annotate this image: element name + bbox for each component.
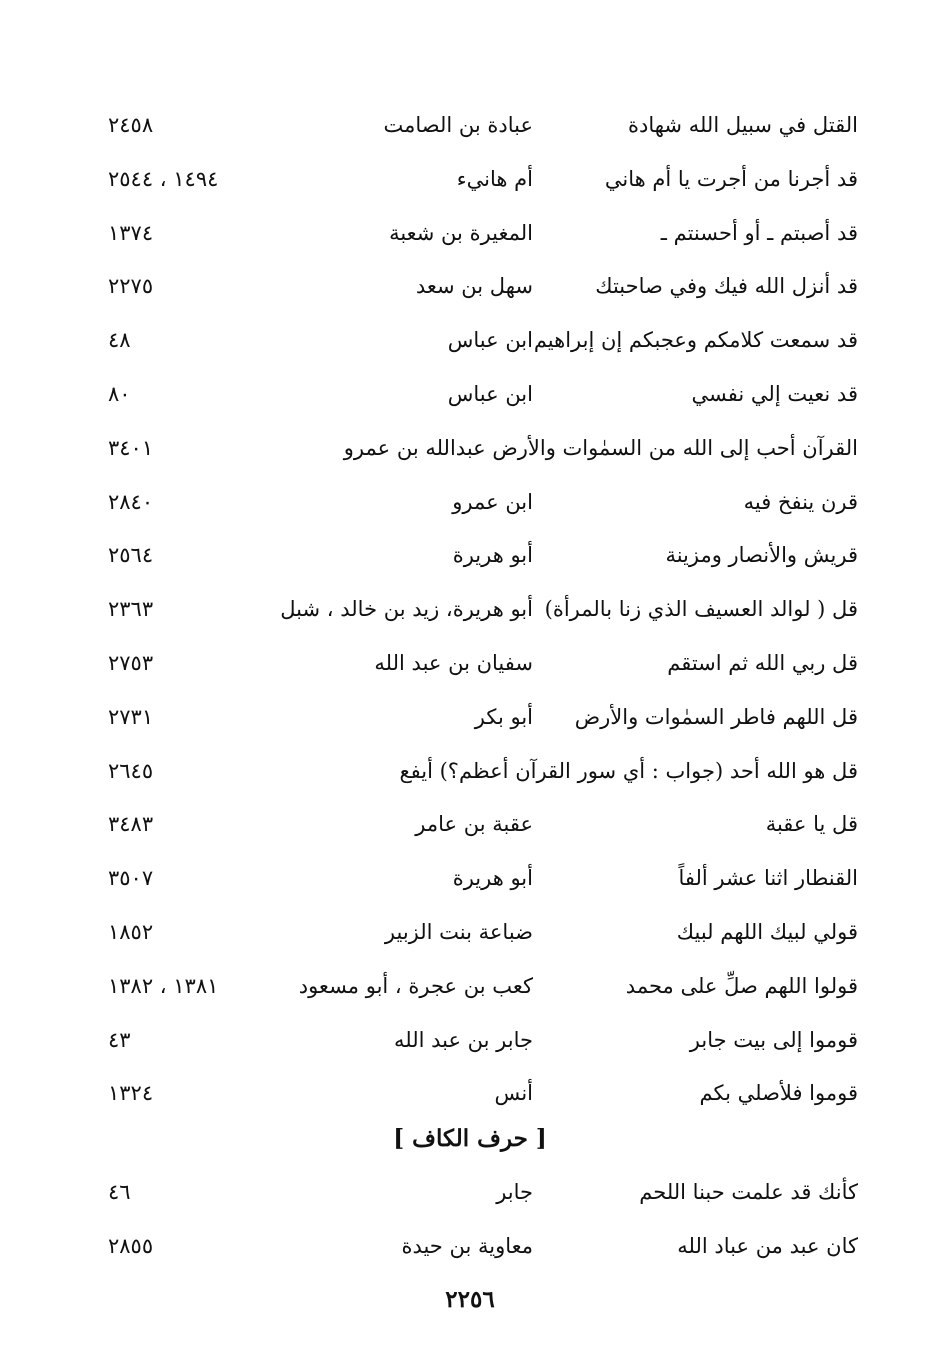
hadith-text: القرآن أحب إلى الله من السمٰوات والأرض عبدالله بن عمرو (343, 435, 858, 460)
hadith-number: ٢٣٦٣ (108, 597, 154, 622)
hadith-number: ٢٧٣١ (108, 704, 154, 729)
narrator: عقبة بن عامر (415, 812, 533, 837)
hadith-text: قد سمعت كلامكم وعجبكم إن إبراهيم (533, 328, 858, 353)
hadith-number: ٣٤٠١ (108, 435, 154, 460)
hadith-text: قد أجرنا من أجرت يا أم هاني (604, 166, 858, 191)
index-row (78, 374, 858, 414)
index-row (78, 912, 858, 952)
hadith-number: ٢٧٥٣ (108, 651, 154, 675)
narrator: أبو بكر (474, 704, 533, 729)
narrator: أبو هريرة، زيد بن خالد ، شبل (280, 597, 533, 622)
hadith-text: قل ( لوالد العسيف الذي زنا بالمرأة) (544, 597, 858, 622)
index-row (78, 1073, 858, 1113)
hadith-number: ٤٣ (108, 1027, 131, 1052)
index-row (78, 428, 858, 468)
index-row (78, 589, 858, 629)
hadith-number: ٢٨٥٥ (108, 1233, 154, 1258)
hadith-number: ٢٨٤٠ (108, 489, 154, 514)
hadith-number: ٢٦٤٥ (108, 758, 154, 783)
index-row (78, 535, 858, 575)
narrator: سفيان بن عبد الله (374, 651, 533, 675)
narrator: جابر (496, 1180, 533, 1204)
hadith-number: ١٣٧٤ (108, 220, 154, 245)
hadith-number: ١٤٩٤ ، ٢٥٤٤ (108, 166, 219, 191)
narrator: معاوية بن حيدة (401, 1233, 533, 1258)
narrator: ابن عمرو (452, 489, 533, 514)
hadith-number: ٣٥٠٧ (108, 866, 154, 891)
hadith-text: قولي لبيك اللهم لبيك (676, 920, 858, 944)
narrator: أم هانيء (456, 166, 533, 191)
hadith-number: ٢٤٥٨ (108, 113, 154, 137)
narrator: عبادة بن الصامت (383, 113, 533, 137)
narrator: المغيرة بن شعبة (389, 220, 533, 245)
index-row (78, 643, 858, 683)
index-row (78, 482, 858, 522)
index-row (78, 320, 858, 360)
hadith-text: كان عبد من عباد الله (677, 1233, 858, 1258)
index-row (78, 804, 858, 844)
hadith-text: قل ربي الله ثم استقم (667, 651, 858, 675)
hadith-text: قريش والأنصار ومزينة (665, 543, 858, 568)
index-row (78, 751, 858, 791)
hadith-number: ٢٢٧٥ (108, 274, 154, 299)
hadith-text: القنطار اثنا عشر ألفاً (678, 866, 858, 891)
index-row (78, 266, 858, 306)
hadith-number: ١٨٥٢ (108, 920, 154, 944)
index-row (78, 213, 858, 253)
index-row (78, 1226, 858, 1266)
narrator: جابر بن عبد الله (393, 1027, 533, 1052)
hadith-number: ١٣٢٤ (108, 1081, 154, 1106)
narrator: ابن عباس (447, 382, 533, 406)
hadith-text: قولوا اللهم صلِّ على محمد (625, 973, 858, 998)
section-heading: [ حرف الكاف ] (393, 1125, 547, 1152)
index-row (78, 1020, 858, 1060)
index-row (78, 159, 858, 199)
hadith-text: القتل في سبيل الله شهادة (628, 113, 858, 137)
hadith-text: قد أنزل الله فيك وفي صاحبتك (595, 274, 858, 299)
index-row (78, 1172, 858, 1212)
index-row (78, 105, 858, 145)
hadith-number: ٣٤٨٣ (108, 812, 154, 837)
index-row (78, 966, 858, 1006)
hadith-text: قوموا إلى بيت جابر (689, 1027, 858, 1052)
narrator: سهل بن سعد (415, 274, 533, 299)
hadith-text: قد نعيت إلي نفسي (691, 382, 858, 406)
hadith-text: قرن ينفخ فيه (743, 489, 858, 514)
hadith-number: ٨٠ (108, 382, 131, 406)
hadith-text: قد أصبتم ـ أو أحسنتم ـ (660, 220, 858, 245)
narrator: أبو هريرة (452, 543, 533, 568)
narrator: ابن عباس (447, 328, 533, 353)
index-row (78, 697, 858, 737)
hadith-text: قل يا عقبة (765, 812, 858, 837)
hadith-text: قوموا فلأصلي بكم (699, 1081, 858, 1106)
index-row (78, 858, 858, 898)
hadith-text: كأنك قد علمت حبنا اللحم (639, 1180, 858, 1204)
hadith-number: ٤٨ (108, 328, 131, 353)
hadith-number: ٤٦ (108, 1180, 131, 1204)
hadith-number: ١٣٨١ ، ١٣٨٢ (108, 973, 219, 998)
hadith-text: قل هو الله أحد (جواب : أي سور القرآن أعظم؟) أيفع (399, 758, 858, 783)
narrator: كعب بن عجرة ، أبو مسعود (298, 973, 533, 998)
hadith-text: قل اللهم فاطر السمٰوات والأرض (574, 704, 858, 729)
narrator: ضباعة بنت الزبير (384, 920, 533, 944)
narrator: أنس (494, 1081, 533, 1106)
page-number: ٢٢٥٦ (445, 1286, 495, 1313)
hadith-number: ٢٥٦٤ (108, 543, 154, 568)
narrator: أبو هريرة (452, 866, 533, 891)
